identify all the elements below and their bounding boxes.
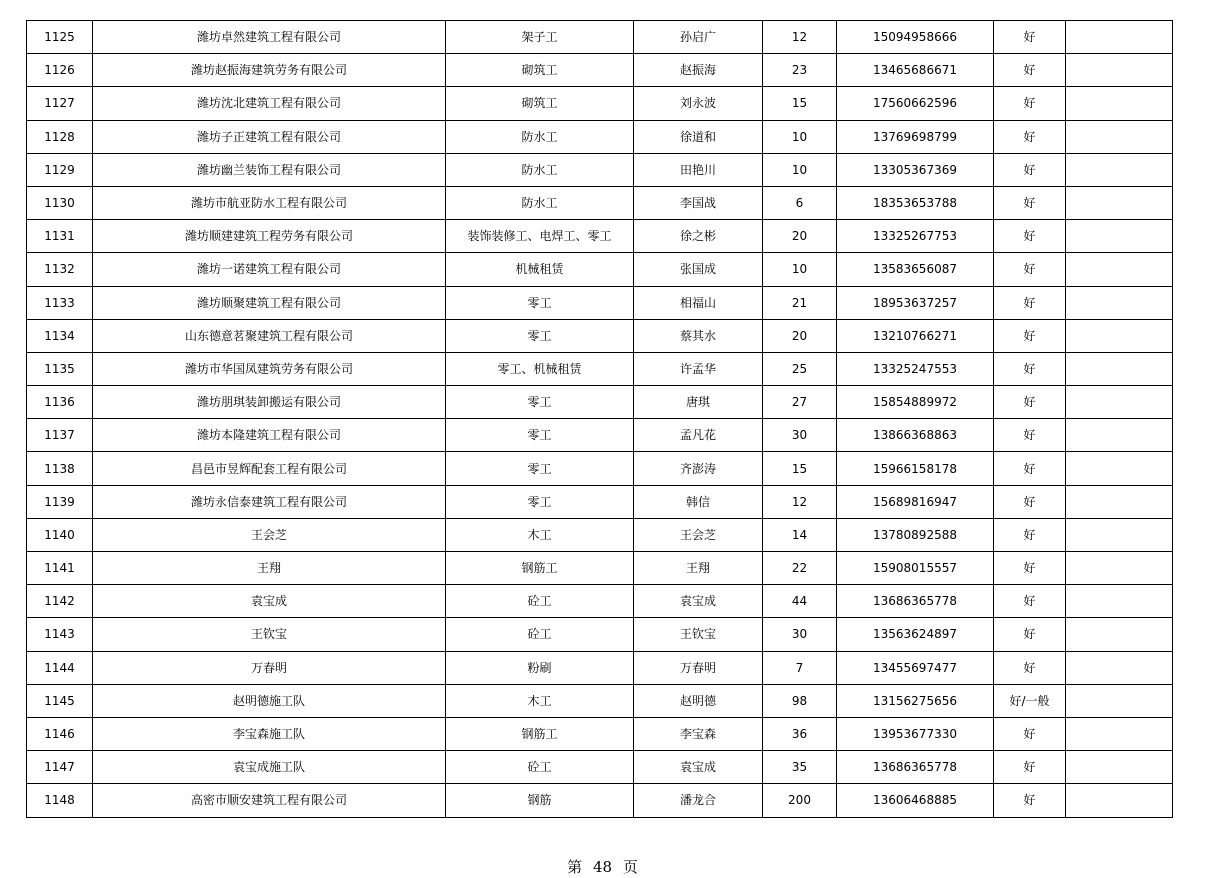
contact-cell: 王会芝 <box>634 518 763 551</box>
contact-cell: 田艳川 <box>634 153 763 186</box>
trade-cell: 砌筑工 <box>446 87 634 120</box>
headcount-cell: 20 <box>763 220 837 253</box>
headcount-cell: 23 <box>763 54 837 87</box>
trade-cell: 木工 <box>446 518 634 551</box>
company-cell: 王钦宝 <box>93 618 446 651</box>
trade-cell: 零工 <box>446 419 634 452</box>
trade-cell: 零工 <box>446 286 634 319</box>
rating-cell: 好 <box>994 386 1066 419</box>
phone-cell: 13686365778 <box>837 585 994 618</box>
page-footer <box>0 856 1205 877</box>
rating-cell: 好 <box>994 286 1066 319</box>
headcount-cell: 6 <box>763 186 837 219</box>
contact-cell: 许孟华 <box>634 352 763 385</box>
company-cell: 潍坊沈北建筑工程有限公司 <box>93 87 446 120</box>
contact-cell: 王翔 <box>634 552 763 585</box>
trade-cell: 架子工 <box>446 21 634 54</box>
headcount-cell: 12 <box>763 21 837 54</box>
trade-cell: 零工 <box>446 386 634 419</box>
row-number-cell: 1145 <box>27 684 93 717</box>
phone-cell: 13606468885 <box>837 784 994 817</box>
table-row <box>27 286 1173 319</box>
rating-cell: 好 <box>994 784 1066 817</box>
rating-cell: 好 <box>994 485 1066 518</box>
company-cell: 李宝森施工队 <box>93 717 446 750</box>
table-row <box>27 153 1173 186</box>
row-number-cell: 1131 <box>27 220 93 253</box>
row-number-cell: 1138 <box>27 452 93 485</box>
table-row <box>27 186 1173 219</box>
row-number-cell: 1133 <box>27 286 93 319</box>
headcount-cell: 30 <box>763 419 837 452</box>
phone-cell: 13305367369 <box>837 153 994 186</box>
contact-cell: 相福山 <box>634 286 763 319</box>
phone-cell: 18953637257 <box>837 286 994 319</box>
table-row <box>27 452 1173 485</box>
company-cell: 潍坊永信泰建筑工程有限公司 <box>93 485 446 518</box>
trade-cell: 钢筋工 <box>446 717 634 750</box>
rating-cell: 好 <box>994 21 1066 54</box>
rating-cell: 好 <box>994 120 1066 153</box>
rating-cell: 好/一般 <box>994 684 1066 717</box>
row-number-cell: 1148 <box>27 784 93 817</box>
rating-cell: 好 <box>994 153 1066 186</box>
row-number-cell: 1146 <box>27 717 93 750</box>
contact-cell: 徐道和 <box>634 120 763 153</box>
contact-cell: 王钦宝 <box>634 618 763 651</box>
phone-cell: 13325247553 <box>837 352 994 385</box>
table-row <box>27 220 1173 253</box>
phone-cell: 13465686671 <box>837 54 994 87</box>
row-number-cell: 1143 <box>27 618 93 651</box>
company-cell: 潍坊市华国凤建筑劳务有限公司 <box>93 352 446 385</box>
row-number-cell: 1127 <box>27 87 93 120</box>
remark-cell <box>1066 452 1173 485</box>
contact-cell: 潘龙合 <box>634 784 763 817</box>
contact-cell: 孟凡花 <box>634 419 763 452</box>
remark-cell <box>1066 751 1173 784</box>
row-number-cell: 1139 <box>27 485 93 518</box>
table-row <box>27 87 1173 120</box>
footer-prefix: 第 <box>567 858 583 876</box>
headcount-cell: 35 <box>763 751 837 784</box>
table-row <box>27 684 1173 717</box>
rating-cell: 好 <box>994 319 1066 352</box>
company-cell: 潍坊卓然建筑工程有限公司 <box>93 21 446 54</box>
remark-cell <box>1066 352 1173 385</box>
table-row <box>27 21 1173 54</box>
row-number-cell: 1135 <box>27 352 93 385</box>
trade-cell: 砼工 <box>446 618 634 651</box>
headcount-cell: 10 <box>763 120 837 153</box>
table-row <box>27 253 1173 286</box>
company-cell: 袁宝成 <box>93 585 446 618</box>
company-cell: 万春明 <box>93 651 446 684</box>
headcount-cell: 21 <box>763 286 837 319</box>
rating-cell: 好 <box>994 585 1066 618</box>
phone-cell: 13210766271 <box>837 319 994 352</box>
contact-cell: 李国战 <box>634 186 763 219</box>
company-cell: 山东德意茗聚建筑工程有限公司 <box>93 319 446 352</box>
trade-cell: 木工 <box>446 684 634 717</box>
headcount-cell: 14 <box>763 518 837 551</box>
row-number-cell: 1126 <box>27 54 93 87</box>
headcount-cell: 22 <box>763 552 837 585</box>
rating-cell: 好 <box>994 87 1066 120</box>
remark-cell <box>1066 419 1173 452</box>
contact-cell: 唐琪 <box>634 386 763 419</box>
trade-cell: 粉刷 <box>446 651 634 684</box>
phone-cell: 17560662596 <box>837 87 994 120</box>
trade-cell: 钢筋工 <box>446 552 634 585</box>
headcount-cell: 44 <box>763 585 837 618</box>
headcount-cell: 36 <box>763 717 837 750</box>
company-cell: 潍坊朋琪装卸搬运有限公司 <box>93 386 446 419</box>
trade-cell: 防水工 <box>446 153 634 186</box>
phone-cell: 13455697477 <box>837 651 994 684</box>
headcount-cell: 98 <box>763 684 837 717</box>
remark-cell <box>1066 717 1173 750</box>
phone-cell: 15854889972 <box>837 386 994 419</box>
phone-cell: 13325267753 <box>837 220 994 253</box>
rating-cell: 好 <box>994 253 1066 286</box>
headcount-cell: 15 <box>763 87 837 120</box>
row-number-cell: 1136 <box>27 386 93 419</box>
table-row <box>27 784 1173 817</box>
row-number-cell: 1130 <box>27 186 93 219</box>
row-number-cell: 1142 <box>27 585 93 618</box>
table-row <box>27 485 1173 518</box>
phone-cell: 13953677330 <box>837 717 994 750</box>
contact-cell: 刘永波 <box>634 87 763 120</box>
trade-cell: 砼工 <box>446 751 634 784</box>
trade-cell: 钢筋 <box>446 784 634 817</box>
row-number-cell: 1141 <box>27 552 93 585</box>
phone-cell: 13686365778 <box>837 751 994 784</box>
row-number-cell: 1134 <box>27 319 93 352</box>
remark-cell <box>1066 518 1173 551</box>
remark-cell <box>1066 585 1173 618</box>
row-number-cell: 1147 <box>27 751 93 784</box>
table-row <box>27 120 1173 153</box>
company-cell: 高密市顺安建筑工程有限公司 <box>93 784 446 817</box>
remark-cell <box>1066 220 1173 253</box>
table-body <box>27 21 1173 818</box>
company-cell: 潍坊幽兰装饰工程有限公司 <box>93 153 446 186</box>
remark-cell <box>1066 87 1173 120</box>
headcount-cell: 30 <box>763 618 837 651</box>
table-row <box>27 552 1173 585</box>
company-cell: 王会芝 <box>93 518 446 551</box>
contact-cell: 李宝森 <box>634 717 763 750</box>
page-number: 48 <box>592 858 613 876</box>
row-number-cell: 1132 <box>27 253 93 286</box>
remark-cell <box>1066 651 1173 684</box>
rating-cell: 好 <box>994 651 1066 684</box>
headcount-cell: 200 <box>763 784 837 817</box>
trade-cell: 零工 <box>446 452 634 485</box>
trade-cell: 机械租赁 <box>446 253 634 286</box>
rating-cell: 好 <box>994 751 1066 784</box>
table-row <box>27 419 1173 452</box>
trade-cell: 零工 <box>446 319 634 352</box>
rating-cell: 好 <box>994 717 1066 750</box>
headcount-cell: 20 <box>763 319 837 352</box>
contact-cell: 徐之彬 <box>634 220 763 253</box>
contact-cell: 万春明 <box>634 651 763 684</box>
contact-cell: 齐澎涛 <box>634 452 763 485</box>
rating-cell: 好 <box>994 518 1066 551</box>
table-row <box>27 651 1173 684</box>
remark-cell <box>1066 319 1173 352</box>
company-cell: 潍坊市航亚防水工程有限公司 <box>93 186 446 219</box>
phone-cell: 15908015557 <box>837 552 994 585</box>
table-row <box>27 319 1173 352</box>
company-cell: 袁宝成施工队 <box>93 751 446 784</box>
table-row <box>27 618 1173 651</box>
rating-cell: 好 <box>994 618 1066 651</box>
rating-cell: 好 <box>994 352 1066 385</box>
remark-cell <box>1066 186 1173 219</box>
company-cell: 潍坊子正建筑工程有限公司 <box>93 120 446 153</box>
phone-cell: 15689816947 <box>837 485 994 518</box>
row-number-cell: 1140 <box>27 518 93 551</box>
contact-cell: 孙启广 <box>634 21 763 54</box>
remark-cell <box>1066 286 1173 319</box>
table-row <box>27 518 1173 551</box>
company-cell: 潍坊一诺建筑工程有限公司 <box>93 253 446 286</box>
contact-cell: 袁宝成 <box>634 751 763 784</box>
remark-cell <box>1066 618 1173 651</box>
contact-cell: 赵振海 <box>634 54 763 87</box>
company-cell: 赵明德施工队 <box>93 684 446 717</box>
phone-cell: 15966158178 <box>837 452 994 485</box>
contact-cell: 韩信 <box>634 485 763 518</box>
contact-cell: 袁宝成 <box>634 585 763 618</box>
remark-cell <box>1066 684 1173 717</box>
headcount-cell: 15 <box>763 452 837 485</box>
rating-cell: 好 <box>994 54 1066 87</box>
trade-cell: 砼工 <box>446 585 634 618</box>
row-number-cell: 1129 <box>27 153 93 186</box>
headcount-cell: 10 <box>763 153 837 186</box>
company-cell: 潍坊顺聚建筑工程有限公司 <box>93 286 446 319</box>
company-cell: 王翔 <box>93 552 446 585</box>
phone-cell: 13866368863 <box>837 419 994 452</box>
remark-cell <box>1066 784 1173 817</box>
table-row <box>27 352 1173 385</box>
remark-cell <box>1066 153 1173 186</box>
headcount-cell: 10 <box>763 253 837 286</box>
trade-cell: 砌筑工 <box>446 54 634 87</box>
row-number-cell: 1137 <box>27 419 93 452</box>
company-cell: 潍坊顺建建筑工程劳务有限公司 <box>93 220 446 253</box>
remark-cell <box>1066 386 1173 419</box>
table-row <box>27 751 1173 784</box>
phone-cell: 15094958666 <box>837 21 994 54</box>
headcount-cell: 12 <box>763 485 837 518</box>
company-cell: 潍坊赵振海建筑劳务有限公司 <box>93 54 446 87</box>
trade-cell: 防水工 <box>446 186 634 219</box>
phone-cell: 18353653788 <box>837 186 994 219</box>
rating-cell: 好 <box>994 452 1066 485</box>
contact-cell: 蔡其水 <box>634 319 763 352</box>
headcount-cell: 25 <box>763 352 837 385</box>
remark-cell <box>1066 120 1173 153</box>
trade-cell: 装饰装修工、电焊工、零工 <box>446 220 634 253</box>
rating-cell: 好 <box>994 552 1066 585</box>
footer-suffix: 页 <box>622 858 638 876</box>
rating-cell: 好 <box>994 419 1066 452</box>
row-number-cell: 1125 <box>27 21 93 54</box>
record-table <box>26 20 1173 818</box>
trade-cell: 防水工 <box>446 120 634 153</box>
phone-cell: 13156275656 <box>837 684 994 717</box>
contact-cell: 赵明德 <box>634 684 763 717</box>
trade-cell: 零工 <box>446 485 634 518</box>
table-row <box>27 717 1173 750</box>
remark-cell <box>1066 485 1173 518</box>
phone-cell: 13583656087 <box>837 253 994 286</box>
remark-cell <box>1066 21 1173 54</box>
trade-cell: 零工、机械租赁 <box>446 352 634 385</box>
row-number-cell: 1128 <box>27 120 93 153</box>
remark-cell <box>1066 253 1173 286</box>
rating-cell: 好 <box>994 186 1066 219</box>
contact-cell: 张国成 <box>634 253 763 286</box>
headcount-cell: 27 <box>763 386 837 419</box>
phone-cell: 13780892588 <box>837 518 994 551</box>
table-row <box>27 54 1173 87</box>
remark-cell <box>1066 54 1173 87</box>
table-row <box>27 386 1173 419</box>
headcount-cell: 7 <box>763 651 837 684</box>
phone-cell: 13769698799 <box>837 120 994 153</box>
rating-cell: 好 <box>994 220 1066 253</box>
row-number-cell: 1144 <box>27 651 93 684</box>
company-cell: 昌邑市昱辉配套工程有限公司 <box>93 452 446 485</box>
remark-cell <box>1066 552 1173 585</box>
table-row <box>27 585 1173 618</box>
phone-cell: 13563624897 <box>837 618 994 651</box>
company-cell: 潍坊本隆建筑工程有限公司 <box>93 419 446 452</box>
